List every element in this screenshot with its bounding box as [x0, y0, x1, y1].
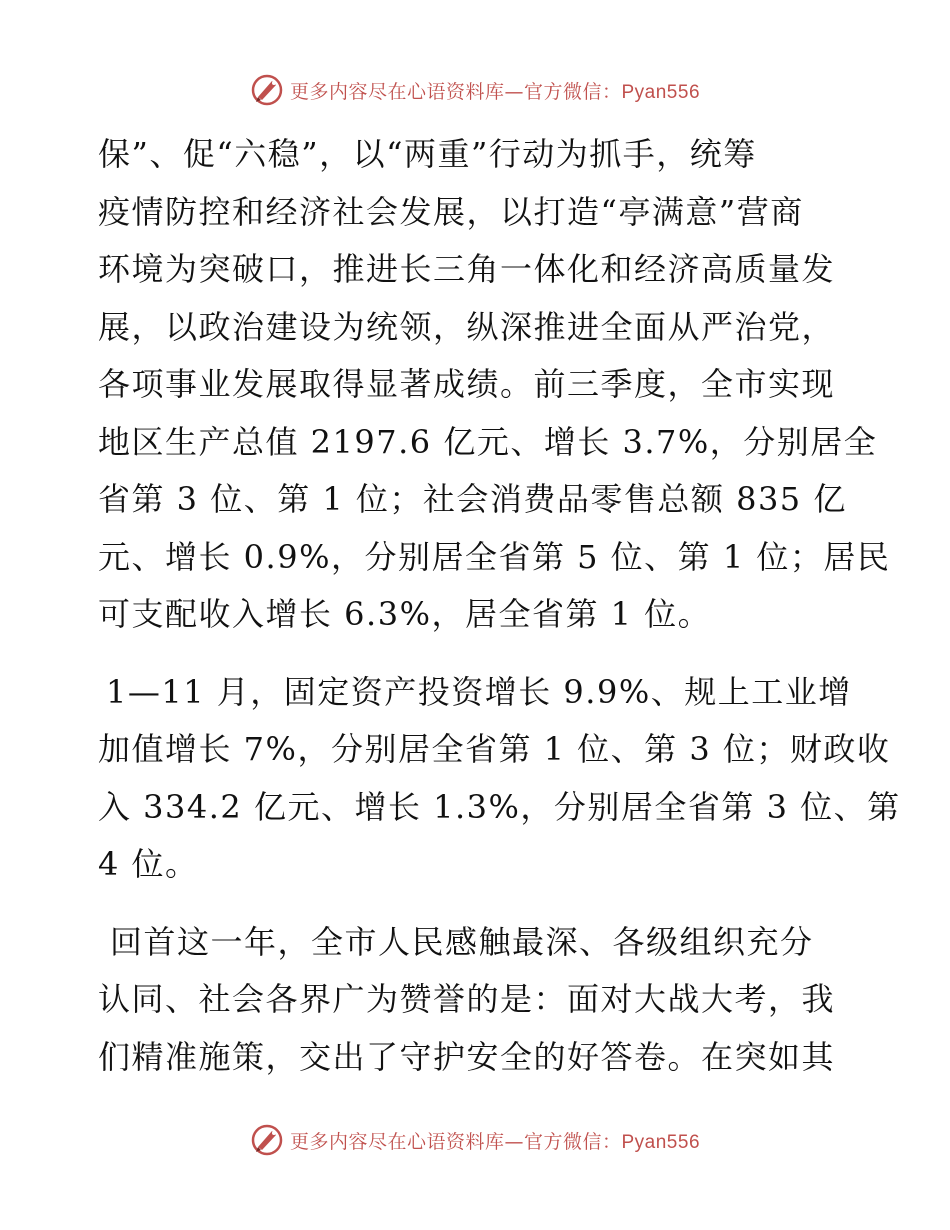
paragraph-1: [98, 126, 891, 644]
writing-logo-icon: [250, 73, 284, 107]
text-line: 省第 3 位、第 1 位；社会消费品零售总额 835 亿: [98, 480, 847, 518]
text-line: 们精准施策，交出了守护安全的好答卷。在突如其: [98, 1037, 836, 1076]
text-line: 保”、促“六稳”，以“两重”行动为抓手，统筹: [98, 135, 757, 173]
document-body: [98, 126, 901, 1086]
text-line: 疫情防控和经济社会发展，以打造“亭满意”营商: [98, 192, 804, 231]
text-line: 各项事业发展取得显著成绩。前三季度，全市实现: [98, 365, 836, 403]
text-line: 环境为突破口，推进长三角一体化和经济高质量发: [98, 250, 836, 288]
header-watermark: [0, 70, 950, 110]
text-line: 入 334.2 亿元、增长 1.3%，分别居全省第 3 位、第: [98, 787, 901, 826]
watermark-text: 更多内容尽在心语资料库—官方微信：Pyan556: [289, 1130, 701, 1153]
text-line: 地区生产总值 2197.6 亿元、增长 3.7%，分别居全: [98, 422, 878, 461]
writing-logo-icon: [250, 1123, 284, 1157]
text-line: 可支配收入增长 6.3%，居全省第 1 位。: [98, 595, 712, 633]
footer-watermark: [0, 1120, 950, 1160]
text-line: 加值增长 7%，分别居全省第 1 位、第 3 位；财政收: [98, 730, 891, 768]
text-line: 元、增长 0.9%，分别居全省第 5 位、第 1 位；居民: [98, 537, 891, 576]
paragraph-3: [98, 914, 858, 1087]
text-line: 认同、社会各界广为赞誉的是：面对大战大考，我: [98, 980, 836, 1018]
watermark-text: 更多内容尽在心语资料库—官方微信：Pyan556: [289, 80, 701, 103]
text-line: 展，以政治建设为统领，纵深推进全面从严治党，: [98, 307, 836, 346]
text-line: 4 位。: [98, 845, 199, 883]
text-line: 回首这一年，全市人民感触最深、各级组织充分: [110, 922, 814, 961]
text-line: 1—11 月，固定资产投资增长 9.9%、规上工业增: [106, 672, 852, 711]
paragraph-2: [98, 664, 901, 894]
